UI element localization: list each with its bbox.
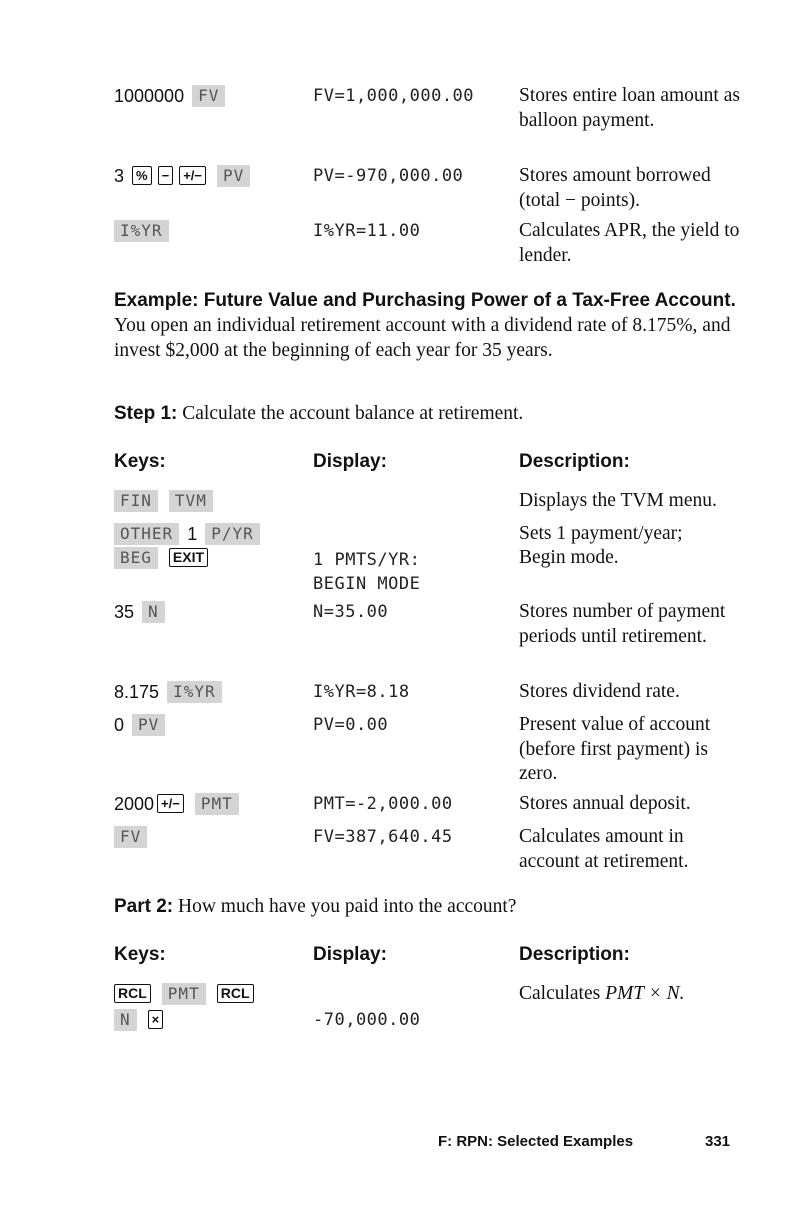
keys-text: 3 [114,166,125,186]
keys-text: 0 [114,715,125,735]
softkey-tvm: TVM [169,490,213,512]
keys-cell [114,792,304,816]
keys-cell [114,600,304,624]
softkey-fin: FIN [114,490,158,512]
keys-cell [114,489,304,513]
softkey-pmt: PMT [195,793,239,815]
keys-cell [114,825,304,849]
display-cell: I%YR=8.18 [313,682,410,702]
rcl-key: RCL [114,984,151,1003]
multiply-key: × [148,1010,164,1029]
display-cell: PMT=-2,000.00 [313,794,453,814]
display-cell: I%YR=11.00 [313,221,421,241]
keys-text: 1 [187,524,198,544]
keys-header: Keys: [114,944,166,965]
description-cell: Present value of account (before first payment) is zero. [519,714,711,784]
keys-cell [114,84,304,108]
description-cell: Calculates amount in account at retirement. [519,826,689,872]
keys-header: Keys: [114,451,166,472]
softkey-other: OTHER [114,523,179,545]
percent-key: % [132,166,152,185]
softkey-n: N [114,1009,137,1031]
keys-cell [114,164,304,188]
display-cell: PV=0.00 [313,715,389,735]
description-cell: Stores entire loan amount as balloon payment. [519,85,740,131]
change-sign-key: +/− [157,794,184,813]
description-cell: Stores annual deposit. [519,793,691,814]
description-cell [519,982,744,1007]
description-cell: Calculates APR, the yield to lender. [519,220,740,266]
softkey-i-yr: I%YR [167,681,222,703]
keys-text: 1000000 [114,86,185,106]
page-number: 331 [705,1133,731,1150]
display-cell: -70,000.00 [313,1010,421,1030]
step-1-text: Calculate the account balance at retirement. [182,403,524,424]
display-cell [313,548,513,596]
step-1-line [114,401,744,426]
example-title: Example: Future Value and Purchasing Power of a Tax-Free Account. [114,290,736,311]
display-cell: FV=1,000,000.00 [313,86,475,106]
softkey-beg: BEG [114,547,158,569]
part-2-line [114,894,744,919]
description-text: Calculates [519,983,601,1004]
softkey-p-yr: P/YR [205,523,260,545]
description-formula: PMT × N. [605,983,685,1004]
description-header: Description: [519,944,630,965]
softkey-pv: PV [132,714,165,736]
keys-text: 8.175 [114,682,160,702]
description-cell: Stores number of payment periods until retirement. [519,601,726,647]
description-cell: Displays the TVM menu. [519,490,717,511]
keys-cell [114,982,304,1006]
part-2-label: Part 2: [114,896,174,917]
running-footer: F: RPN: Selected Examples [438,1133,634,1150]
display-cell: FV=387,640.45 [313,827,453,847]
display-header: Display: [313,451,387,472]
keys-cell [114,546,304,570]
description-cell: Sets 1 payment/year; [519,523,683,544]
display-cell: N=35.00 [313,602,389,622]
display-cell: PV=-970,000.00 [313,166,464,186]
display-line-1: 1 PMTS/YR: [313,550,421,570]
softkey-pv: PV [217,165,250,187]
display-line-2: BEGIN MODE [313,574,421,594]
keys-text: 35 [114,602,135,622]
softkey-fv: FV [114,826,147,848]
keys-cell [114,522,304,546]
description-cell: Stores amount borrowed (total − points). [519,165,711,211]
display-header: Display: [313,944,387,965]
change-sign-key: +/− [179,166,206,185]
step-1-label: Step 1: [114,403,178,424]
softkey-pmt: PMT [162,983,206,1005]
keys-cell [114,680,304,704]
keys-text: 2000 [114,794,155,814]
softkey-fv: FV [192,85,225,107]
keys-cell [114,713,304,737]
description-cell: Begin mode. [519,547,619,568]
part-2-text: How much have you paid into the account? [178,896,517,917]
exit-key: EXIT [169,548,208,567]
description-cell: Stores dividend rate. [519,681,680,702]
minus-key: − [158,166,174,185]
softkey-n: N [142,601,165,623]
example-paragraph [114,288,744,363]
description-header: Description: [519,451,630,472]
softkey-i-yr: I%YR [114,220,169,242]
rcl-key: RCL [217,984,254,1003]
keys-cell [114,1008,304,1032]
keys-cell [114,219,304,243]
example-body: You open an individual retirement account with a dividend rate of 8.175%, and invest $2,000 at the beginning of each year for 35 years. [114,315,731,361]
